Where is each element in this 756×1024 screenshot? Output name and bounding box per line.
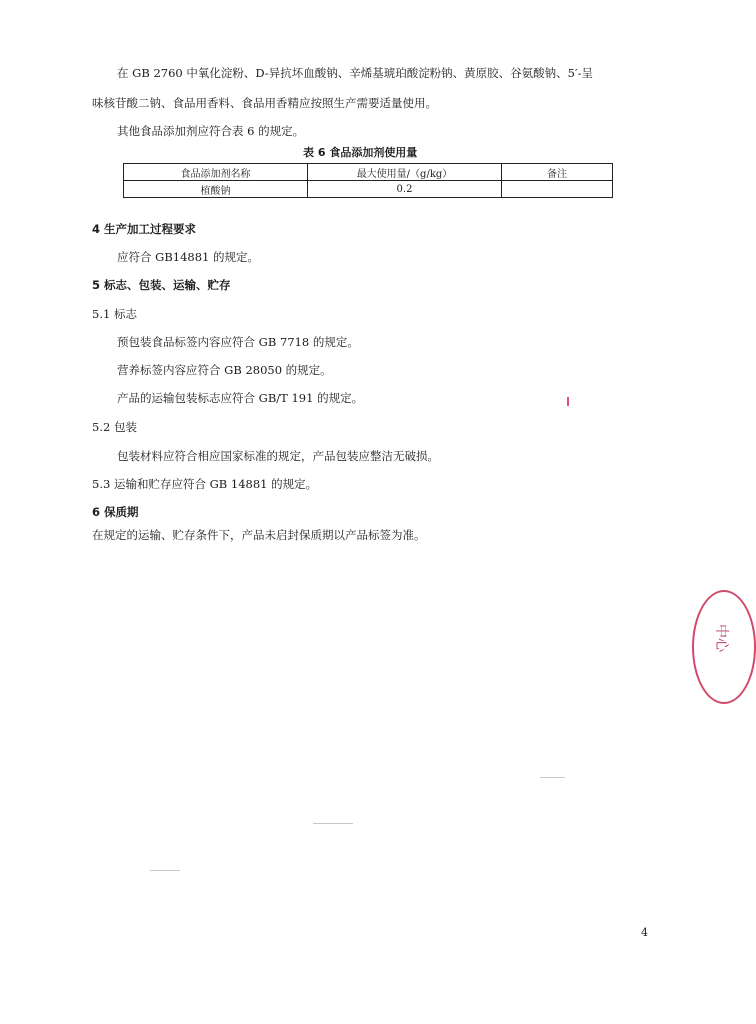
table-caption: 表 6 食品添加剂使用量 (303, 146, 418, 159)
section-text: 产品的运输包装标志应符合 GB/T 191 的规定。 (117, 391, 364, 405)
section-text: 预包装食品标签内容应符合 GB 7718 的规定。 (117, 335, 359, 349)
section-heading: 6 保质期 (92, 505, 139, 519)
section-heading: 4 生产加工过程要求 (92, 222, 197, 236)
section-text: 包装材料应符合相应国家标准的规定，产品包装应整洁无破损。 (117, 449, 439, 463)
red-mark (567, 397, 569, 406)
additive-table (123, 163, 613, 198)
table-header-row (124, 164, 613, 181)
table-cell (502, 181, 613, 198)
table-cell: 植酸钠 (124, 181, 308, 198)
scan-noise (150, 870, 180, 871)
table-header-cell: 食品添加剂名称 (124, 164, 308, 181)
paragraph-line: 味核苷酸二钠、食品用香料、食品用香精应按照生产需要适量使用。 (92, 96, 437, 110)
table-cell: 0.2 (308, 181, 502, 198)
subsection-heading: 5.3 运输和贮存应符合 GB 14881 的规定。 (92, 477, 318, 491)
section-text: 在规定的运输、贮存条件下，产品未启封保质期以产品标签为准。 (92, 528, 426, 542)
paragraph-line: 其他食品添加剂应符合表 6 的规定。 (117, 124, 305, 138)
stamp-text: 中心 (713, 624, 729, 652)
table-header-cell: 备注 (502, 164, 613, 181)
subsection-heading: 5.1 标志 (92, 307, 137, 321)
section-heading: 5 标志、包装、运输、贮存 (92, 278, 231, 292)
table-header-cell: 最大使用量/（g/kg） (308, 164, 502, 181)
scan-noise (313, 823, 353, 824)
page-number: 4 (641, 926, 648, 939)
table-row (124, 181, 613, 198)
scan-noise (540, 777, 565, 778)
seal-stamp (692, 590, 756, 704)
section-text: 应符合 GB14881 的规定。 (117, 250, 260, 264)
subsection-heading: 5.2 包装 (92, 420, 137, 434)
section-text: 营养标签内容应符合 GB 28050 的规定。 (117, 363, 332, 377)
paragraph-line: 在 GB 2760 中氧化淀粉、D-异抗坏血酸钠、辛烯基琥珀酸淀粉钠、黄原胶、谷氨酸钠、5′-呈 (117, 66, 593, 80)
